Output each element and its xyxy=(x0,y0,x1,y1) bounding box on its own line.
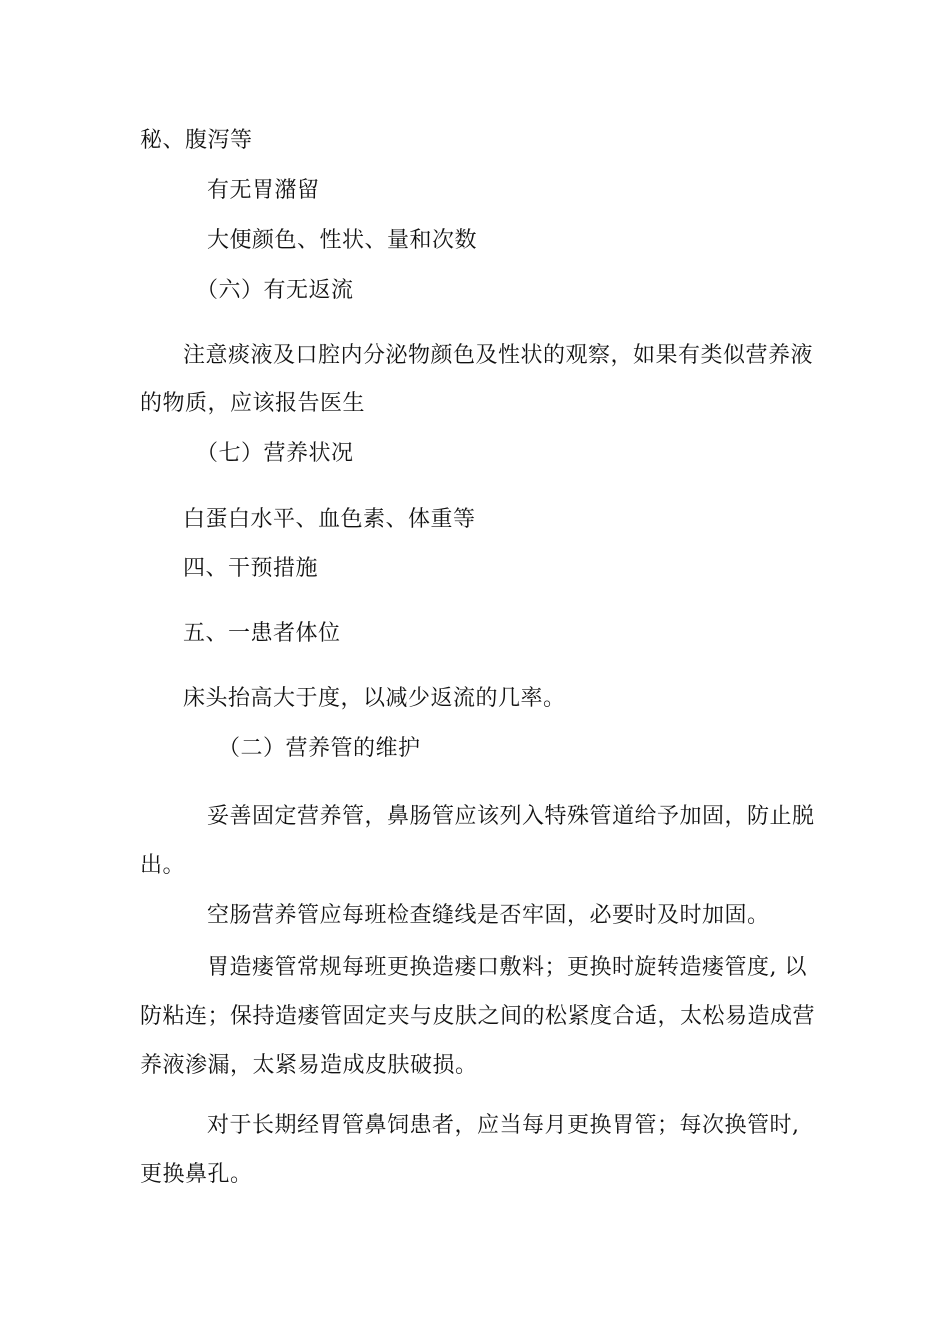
section-heading: 五、一患者体位 xyxy=(183,621,341,646)
text-line: 出。 xyxy=(140,853,186,878)
text-line: 秘、腹泻等 xyxy=(140,128,253,153)
text-line: 大便颜色、性状、量和次数 xyxy=(207,228,478,253)
text-line: 白蛋白水平、血色素、体重等 xyxy=(183,507,476,532)
text-line: 床头抬高大于度，以减少返流的几率。 xyxy=(183,686,566,711)
text-line: 对于长期经胃管鼻饲患者，应当每月更换胃管；每次换管时, xyxy=(207,1113,800,1138)
text-line: 有无胃潴留 xyxy=(207,178,320,203)
text-line: 妥善固定营养管，鼻肠管应该列入特殊管道给予加固，防止脱 xyxy=(207,804,815,829)
text-line: 注意痰液及口腔内分泌物颜色及性状的观察，如果有类似营养液 xyxy=(183,343,814,368)
section-heading: （二）营养管的维护 xyxy=(218,736,421,761)
text-line: 更换鼻孔。 xyxy=(140,1162,253,1187)
section-heading: （六）有无返流 xyxy=(196,278,354,303)
section-heading: 四、干预措施 xyxy=(183,556,319,581)
text-line: 胃造瘘管常规每班更换造瘘口敷料；更换时旋转造瘘管度, 以 xyxy=(207,955,807,980)
text-line: 防粘连；保持造瘘管固定夹与皮肤之间的松紧度合适，太松易造成营 xyxy=(140,1004,816,1029)
section-heading: （七）营养状况 xyxy=(196,441,354,466)
text-line: 的物质，应该报告医生 xyxy=(140,391,366,416)
text-line: 养液渗漏，太紧易造成皮肤破损。 xyxy=(140,1053,478,1078)
text-line: 空肠营养管应每班检查缝线是否牢固，必要时及时加固。 xyxy=(207,903,770,928)
